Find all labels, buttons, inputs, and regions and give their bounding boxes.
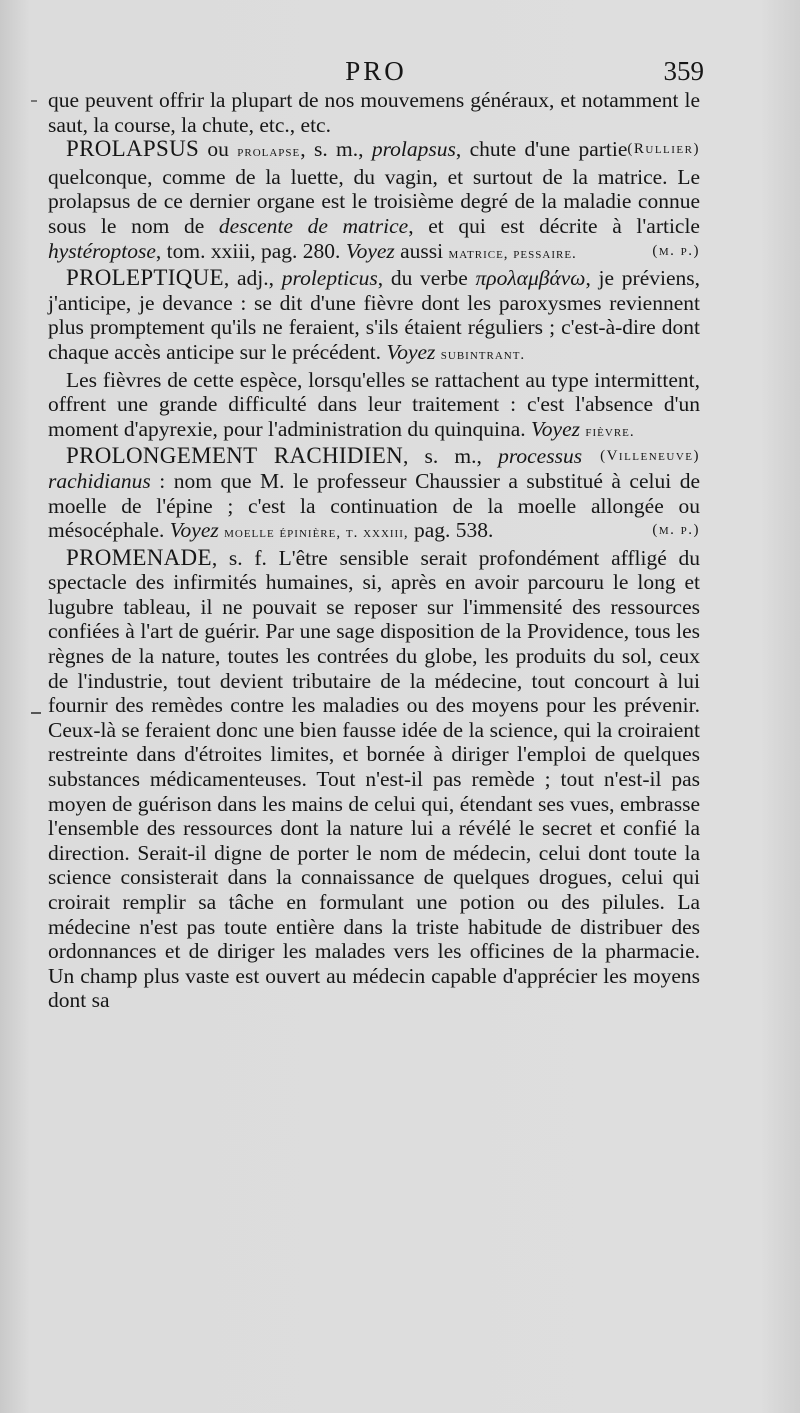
author-signature: (m. p.) [652,242,700,259]
entry-term: PROLAPSUS [66,136,200,162]
author-signature: (Villeneuve) [600,448,700,465]
page-body: que peuvent offrir la plupart de nos mouvemens généraux, et notamment le saut, la course, la chute, etc., etc. (Rullier) PROLAPSUS ou prolapse, s. m., prolapsus, chute d'une partie quelconque, comme de la luette, du vagin, et surtout de la matrice. Le prolapsus de ce dernier organe est le troisième degré de la maladie connue sous le nom de descente de matrice, et qui est décrite à l'article hystéroptose, tom. xxiii, pag. 280. Voyez aussi matrice, pessaire. (m. p.) PROLEPTIQUE, adj., prolepticus, du verbe προλαμβάνω, je préviens, j'anticipe, je devance : se dit d'une fièvre dont les paroxysmes reviennent plus promptement qu'ils ne feraient, s'ils étaient réguliers ; c'est-à-dire dont chaque accès anticipe sur le précédent. Voyez subintrant. Les fièvres de cette espèce, lorsqu'elles se rattachent au type intermittent, offrent une grande difficulté dans leur traitement : c'est l'absence d'un moment d'apyrexie, pour l'administration du quinquina. Voyez fièvre. (Villeneuve) PROLONGEMENT RACHIDIEN, s. m., processus rachidianus : nom que M. le professeur Chaussier a substitué à celui de moelle de l'épine ; c'est la continuation de la moelle allongée ou mésocéphale. Voyez moelle épinière, t. xxxiii, pag. 538. (m. p.) PROMENADE, s. f. L'être sensible serait profondément affligé du spectacle des infirmités humaines, si, après en avoir parcouru le long et lugubre tableau, il ne pouvait se reposer sur l'immensité des ressources confiées à l'art de guérir. Par une sage disposition de la Providence, tous les règnes de la nature, toutes les contrées du globe, les produits du sol, ceux de l'industrie, tout devient tributaire de la médecine, tout concourt à lui fournir des remèdes contre les maladies ou des moyens pour les prévenir. Ceux-là se feraient donc une bien fausse idée de la science, qui la croiraient restreinte dans d'étroites limites, et bornée à diriger l'emploi de quelques substances médicamenteuses. Tout n'est-il pas remède ; tout n'est-il pas moyen de guérison dans les mains de celui qui, étendant ses vues, embrasse l'ensemble des ressources dont la nature lui a révélé le secret et confié la direction. Serait-il digne de porter le nom de médecin, celui dont toute la science consisterait dans la connaissance de quelques drogues, celui qui croirait remplir sa tâche en formulant une potion ou des pilules. La médecine n'est pas toute entière dans la triste habitude de distribuer des ordonnances et de diriger les malades vers les officines de la pharmacie. Un champ plus vaste est ouvert au médecin capable d'apprécier les moyens dont sa [48,88,700,1013]
entry-term: PROLEPTIQUE [66,265,224,291]
entry-term: PROMENADE [66,544,212,570]
page-number: 359 [663,56,704,86]
entry-promenade: PROMENADE, s. f. L'être sensible serait profondément affligé du spectacle des infirmités humaines, si, après en avoir parcouru le long et lugubre tableau, il ne pouvait se reposer sur l'immensité des ressources confiées à l'art de guérir. Par une sage disposition de la Providence, tous les règnes de la nature, toutes les contrées du globe, les produits du sol, ceux de l'industrie, tout devient tributaire de la médecine, tout concourt à lui fournir des remèdes contre les maladies ou des moyens pour les prévenir. Ceux-là se feraient donc une bien fausse idée de la science, qui la croiraient restreinte dans d'étroites limites, et bornée à diriger l'emploi de quelques substances médicamenteuses. Tout n'est-il pas remède ; tout n'est-il pas moyen de guérison dans les mains de celui qui, étendant ses vues, embrasse l'ensemble des ressources dont la nature lui a révélé le secret et confié la direction. Serait-il digne de porter le nom de médecin, celui dont toute la science consisterait dans la connaissance de quelques drogues, celui qui croirait remplir sa tâche en formulant une potion ou des pilules. La médecine n'est pas toute entière dans la triste habitude de distribuer des ordonnances et de diriger les malades vers les officines de la pharmacie. Un champ plus vaste est ouvert au médecin capable d'apprécier les moyens dont sa [48,544,700,1013]
entry-proleptique: PROLEPTIQUE, adj., prolepticus, du verbe προλαμβάνω, je préviens, j'anticipe, je devance : se dit d'une fièvre dont les paroxysmes reviennent plus promptement qu'ils ne feraient, s'ils étaient réguliers ; c'est-à-dire dont chaque accès anticipe sur le précédent. Voyez subintrant. [48,265,700,364]
page-header [48,56,704,92]
entry-term: PROLONGEMENT RACHIDIEN [66,443,404,469]
margin-mark [31,712,41,714]
running-head: PRO [345,56,407,86]
author-signature: (m. p.) [652,522,700,539]
entry-prolapsus: PROLAPSUS ou prolapse, s. m., prolapsus, chute d'une partie quelconque, comme de la luette, du vagin, et surtout de la matrice. Le prolapsus de ce dernier organe est le troisième degré de la maladie connue sous le nom de descente de matrice, et qui est décrite à l'article hystéroptose, tom. xxiii, pag. 280. Voyez aussi matrice, pessaire. (m. p.) [48,136,700,263]
margin-mark [31,100,37,102]
entry-prolongement: PROLONGEMENT RACHIDIEN, s. m., processus rachidianus : nom que M. le professeur Chaussier a substitué à celui de moelle de l'épine ; c'est la continuation de la moelle allongée ou mésocéphale. Voyez moelle épinière, t. xxxiii, pag. 538. (m. p.) [48,443,700,543]
greek-word: προλαμβάνω [475,266,586,291]
continued-paragraph: que peuvent offrir la plupart de nos mouvemens généraux, et notamment le saut, la course, la chute, etc., etc. [48,88,700,137]
paragraph-fievres: Les fièvres de cette espèce, lorsqu'elles se rattachent au type intermittent, offrent une grande difficulté dans leur traitement : c'est l'absence d'un moment d'apyrexie, pour l'administration du quinquina. Voyez fièvre. (Villeneuve) [48,368,700,445]
